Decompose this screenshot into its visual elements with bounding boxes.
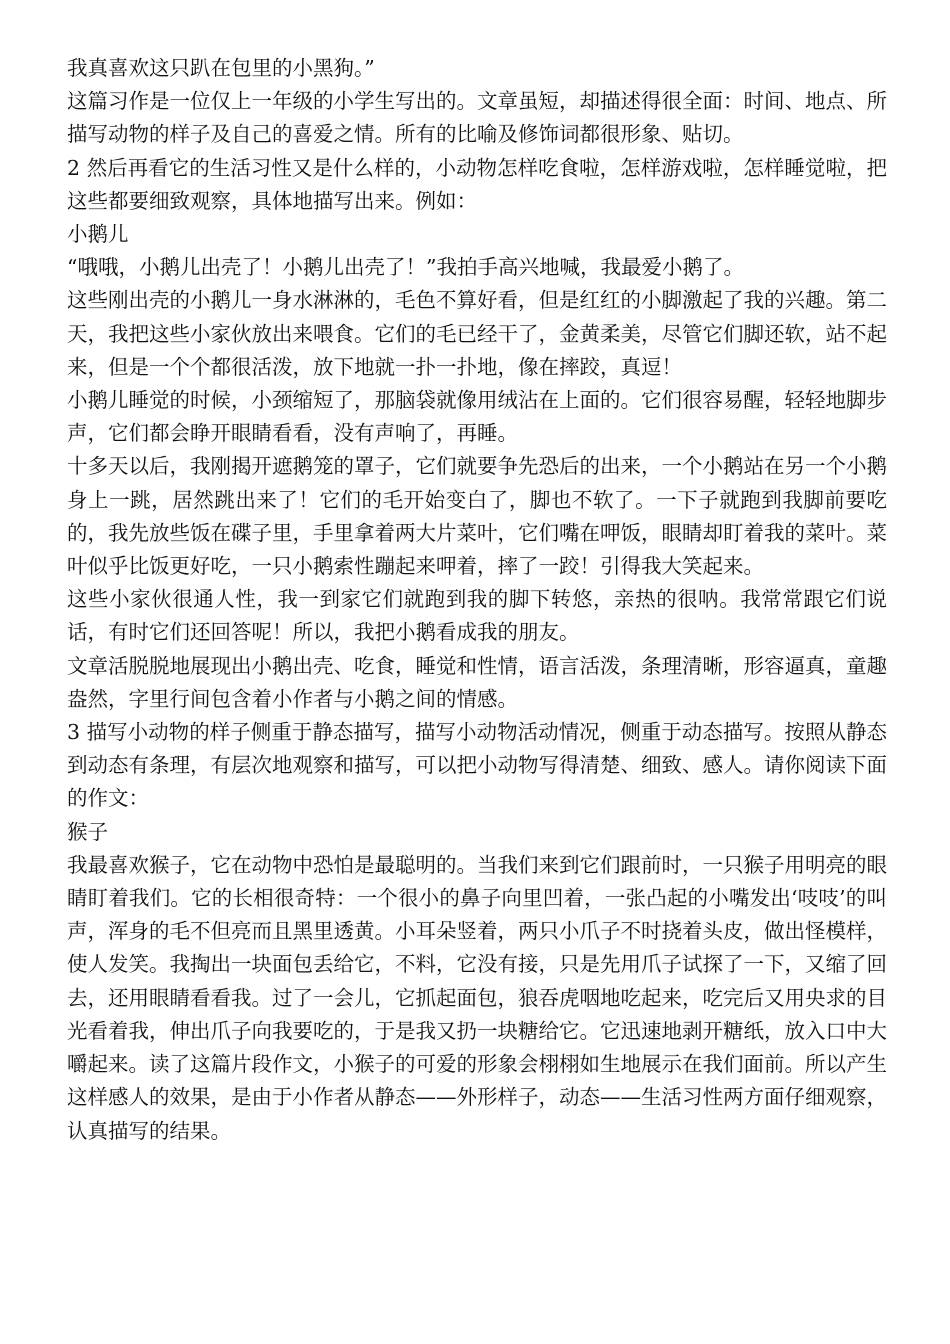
document-body (67, 52, 887, 1148)
paragraph-point-3: 3 描写小动物的样子侧重于静态描写，描写小动物活动情况，侧重于动态描写。按照从静态到动态有条理，有层次地观察和描写，可以把小动物写得清楚、细致、感人。请你阅读下面的作文： (67, 720, 887, 811)
paragraph-commentary-goslings: 文章活脱脱地展现出小鹅出壳、吃食，睡觉和性情，语言活泼，条理清晰，形容逼真，童趣盎然，字里行间包含着小作者与小鹅之间的情感。 (67, 653, 887, 711)
paragraph-dog-ending: 我真喜欢这只趴在包里的小黑狗。” (67, 56, 375, 80)
paragraph-goslings-4: 十多天以后，我刚揭开遮鹅笼的罩子，它们就要争先恐后的出来，一个小鹅站在另一个小鹅身上一跳，居然跳出来了！它们的毛开始变白了，脚也不软了。一下子就跑到我脚前要吃的，我先放些饭在碟子里，手里拿着两大片菜叶，它们嘴在呷饭，眼睛却盯着我的菜叶。菜叶似乎比饭更好吃，一只小鹅索性蹦起来呷着，摔了一跤！引得我大笑起来。 (67, 454, 887, 579)
paragraph-monkey: 我最喜欢猴子，它在动物中恐怕是最聪明的。当我们来到它们跟前时，一只猴子用明亮的眼睛盯着我们。它的长相很奇特：一个很小的鼻子向里凹着，一张凸起的小嘴发出‘吱吱’的叫声，浑身的毛不但亮而且黑里透黄。小耳朵竖着，两只小爪子不时挠着头皮，做出怪模样，使人发笑。我掏出一块面包丢给它，不料，它没有接，只是先用爪子试探了一下，又缩了回去，还用眼睛看看我。过了一会儿，它抓起面包，狼吞虎咽地吃起来，吃完后又用央求的目光看着我，伸出爪子向我要吃的，于是我又扔一块糖给它。它迅速地剥开糖纸，放入口中大嚼起来。读了这篇片段作文，小猴子的可爱的形象会栩栩如生地展示在我们面前。所以产生这样感人的效果，是由于小作者从静态——外形样子，动态——生活习性两方面仔细观察，认真描写的结果。 (67, 852, 887, 1143)
paragraph-goslings-1: “哦哦，小鹅儿出壳了！小鹅儿出壳了！”我拍手高兴地喊，我最爱小鹅了。 (67, 255, 744, 280)
paragraph-goslings-2: 这些刚出壳的小鹅儿一身水淋淋的，毛色不算好看，但是红红的小脚激起了我的兴趣。第二天，我把这些小家伙放出来喂食。它们的毛已经干了，金黄柔美，尽管它们脚还软，站不起来，但是一个个都很活泼，放下地就一扑一扑地，像在摔跤，真逗！ (67, 288, 887, 379)
paragraph-goslings-3: 小鹅儿睡觉的时候，小颈缩短了，那脑袋就像用绒沾在上面的。它们很容易醒，轻轻地脚步声，它们都会睁开眼睛看看，没有声响了，再睡。 (67, 388, 887, 446)
paragraph-point-2: 2 然后再看它的生活习性又是什么样的，小动物怎样吃食啦，怎样游戏啦，怎样睡觉啦，把这些都要细致观察，具体地描写出来。例如： (67, 155, 887, 213)
paragraph-goslings-5: 这些小家伙很通人性，我一到家它们就跑到我的脚下转悠，亲热的很呐。我常常跟它们说话，有时它们还回答呢！所以，我把小鹅看成我的朋友。 (67, 587, 887, 645)
paragraph-commentary-dog: 这篇习作是一位仅上一年级的小学生写出的。文章虽短，却描述得很全面：时间、地点、所描写动物的样子及自己的喜爱之情。所有的比喻及修饰词都很形象、贴切。 (67, 89, 887, 147)
essay-title-goslings: 小鹅儿 (67, 222, 129, 247)
essay-title-monkey: 猴子 (67, 819, 108, 844)
